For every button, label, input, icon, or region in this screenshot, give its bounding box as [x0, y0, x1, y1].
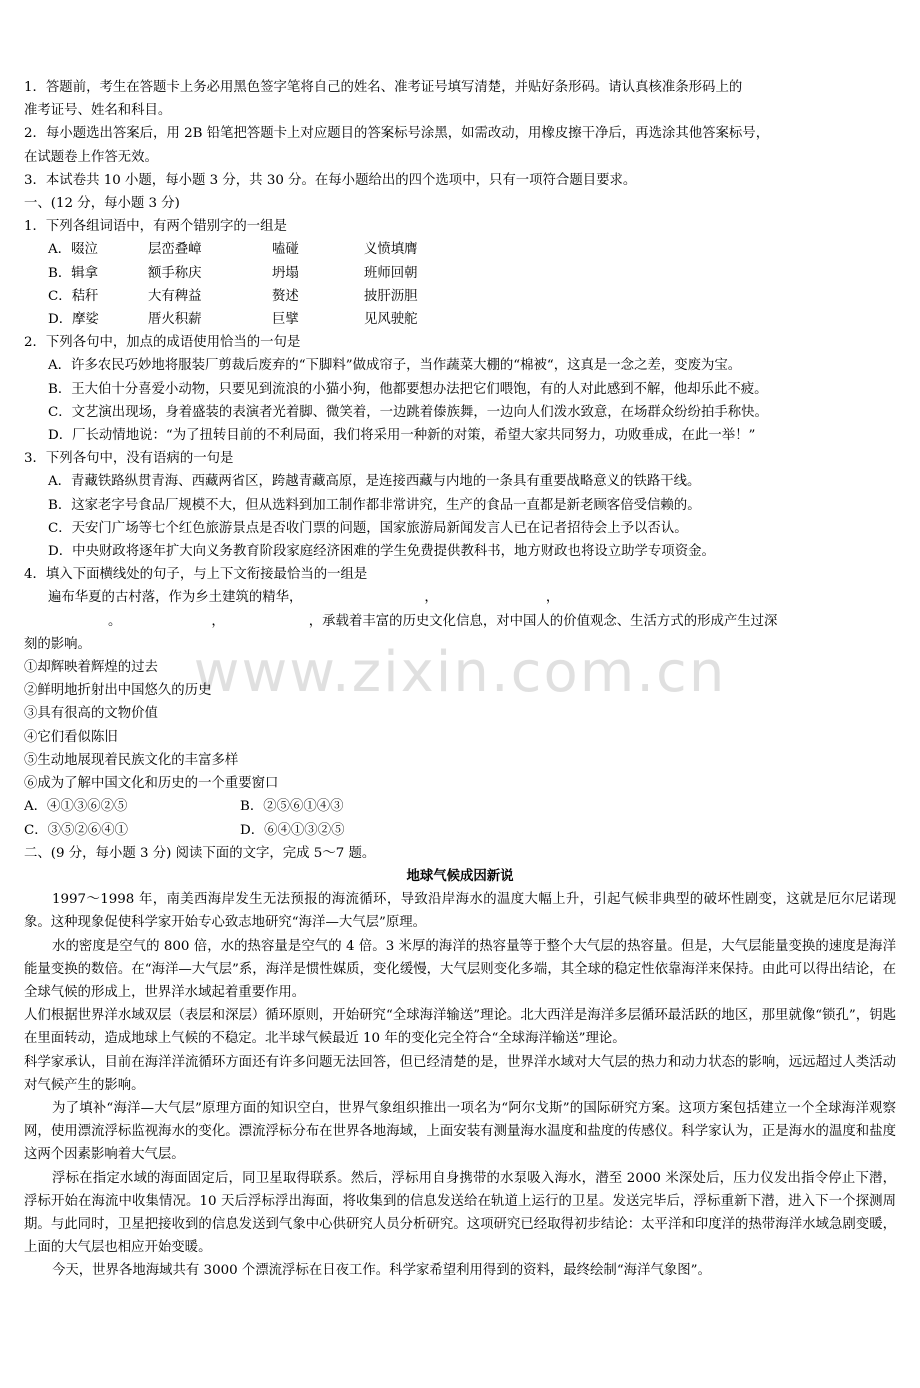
exam-page — [24, 76, 896, 1283]
option-word: 嗑碰 — [272, 242, 299, 258]
option-word: 义愤填膺 — [364, 242, 418, 258]
option-word: 披肝沥胆 — [364, 288, 418, 304]
option-row-b — [24, 262, 896, 285]
article-paragraph: 今天，世界各地海域共有 3000 个漂流浮标在日夜工作。科学家希望利用得到的资料，最终绘制“海洋气象图”。 — [52, 1263, 711, 1279]
instructions — [24, 76, 896, 192]
sentence-item: ②鲜明地折射出中国悠久的历史 — [24, 683, 212, 699]
answer-blank — [438, 600, 546, 601]
question-2 — [24, 331, 896, 447]
option-row-d — [24, 308, 896, 331]
article-paragraph: 人们根据世界洋水域双层（表层和深层）循环原则，开始研究“全球海洋输送”理论。北大西洋是海洋多层循环最活跃的地区，那里就像“锁孔”，钥匙在里面转动，造成地球上气候的不稳定。北半球气候最近 10 年的变化完全符合“全球海洋输送”理论。 — [24, 1008, 896, 1047]
answer-option: A．④①③⑥②⑤ — [24, 799, 128, 815]
option-word: 额手称庆 — [148, 265, 202, 281]
article-title: 地球气候成因新说 — [406, 867, 514, 884]
option-c: C．天安门广场等七个红色旅游景点是否收门票的问题，国家旅游局新闻发言人已在记者招待会上予以否认。 — [48, 520, 688, 536]
option-row-a — [24, 238, 896, 261]
article-paragraph: 1997～1998 年，南美西海岸发生无法预报的海流循环，导致沿岸海水的温度大幅上升，引起气候非典型的破坏性剧变，这就是厄尔尼诺现象。这种现象促使科学家开始专心致志地研究“海洋—大气层”原理。 — [24, 892, 896, 931]
passage-punct: ， — [211, 613, 225, 629]
option-word: D．摩娑 — [48, 312, 99, 328]
note-line: 3．本试卷共 10 小题，每小题 3 分，共 30 分。在每小题给出的四个选项中，只有一项符合题目要求。 — [24, 172, 637, 188]
passage-punct: 。 — [108, 613, 122, 629]
article-paragraph: 科学家承认，目前在海洋洋流循环方面还有许多问题无法回答，但已经清楚的是，世界洋水域对大气层的热力和动力状态的影响，远远超过人类活动对气候产生的影响。 — [24, 1054, 896, 1093]
option-a: A．许多农民巧妙地将服装厂剪裁后废弃的“下脚料”做成帘子，当作蔬菜大棚的“棉被“，这真是一念之差，变废为宝。 — [48, 358, 742, 374]
reading-article — [24, 865, 896, 1283]
option-a: A．青藏铁路纵贯青海、西藏两省区，跨越青藏高原，是连接西藏与内地的一条具有重要战略意义的铁路干线。 — [48, 474, 701, 490]
option-word: 层峦叠嶂 — [148, 242, 202, 258]
answer-row — [24, 795, 896, 818]
note-line: 在试题卷上作答无效。 — [24, 149, 158, 165]
passage-text: ，承载着丰富的历史文化信息，对中国人的价值观念、生活方式的形成产生过深 — [308, 613, 778, 629]
note-line: 准考证号、姓名和科目。 — [24, 103, 172, 119]
answer-blank — [121, 624, 211, 625]
note-line: 1．答题前，考生在答题卡上务必用黑色签字笔将自己的姓名、准考证号填写清楚，并贴好条形码。请认真核准条形码上的 — [24, 80, 743, 95]
option-d: D．中央财政将逐年扩大向义务教育阶段家庭经济困难的学生免费提供教科书，地方财政也将设立助学专项资金。 — [48, 544, 715, 560]
answer-option: B．②⑤⑥①④③ — [240, 799, 344, 815]
note-line: 2．每小题选出答案后，用 2B 铅笔把答题卡上对应题目的答案标号涂黑，如需改动，用橡皮擦干净后，再选涂其他答案标号， — [24, 126, 770, 142]
passage-punct: ， — [424, 590, 438, 606]
answer-blank — [225, 624, 309, 625]
option-c: C．文艺演出现场，身着盛装的表演者光着脚、微笑着，一边跳着傣族舞，一边向人们泼水致意，在场群众纷纷拍手称快。 — [48, 404, 768, 420]
passage-punct: ， — [545, 590, 560, 606]
passage-line — [24, 586, 896, 609]
sentence-item: ⑤生动地展现着民族文化的丰富多样 — [24, 752, 239, 768]
option-word: 见风驶舵 — [364, 312, 418, 328]
option-word: 大有稗益 — [148, 288, 202, 304]
option-b: B．王大伯十分喜爱小动物，只要见到流浪的小猫小狗，他都要想办法把它们喂饱，有的人对此感到不解，他却乐此不疲。 — [48, 381, 768, 397]
option-word: 赘述 — [272, 288, 299, 304]
section-1-heading: 一、(12 分，每小题 3 分) — [24, 196, 180, 212]
section-2-heading: 二、(9 分，每小题 3 分) 阅读下面的文字，完成 5～7 题。 — [24, 845, 376, 861]
option-d: D．厂长动情地说：“为了扭转目前的不利局面，我们将采用一种新的对策，希望大家共同努力，功败垂成，在此一举！” — [48, 428, 756, 444]
answer-option: C．③⑤②⑥④① — [24, 822, 128, 838]
sentence-item: ①却辉映着辉煌的过去 — [24, 660, 158, 676]
question-1 — [24, 215, 896, 331]
option-word: 坍塌 — [272, 265, 299, 281]
question-stem: 2．下列各句中，加点的成语使用恰当的一句是 — [24, 335, 301, 351]
sentence-item: ③具有很高的文物价值 — [24, 706, 158, 722]
option-word: A．啜泣 — [48, 242, 98, 258]
article-paragraph: 为了填补“海洋—大气层”原理方面的知识空白，世界气象组织推出一项名为“阿尔戈斯”的国际研究方案。这项方案包括建立一个全球海洋观察网，使用漂流浮标监视海水的变化。漂流浮标分布在世界各地海域，上面安装有测量海水温度和盐度的传感仪。科学家认为，正是海水的温度和盐度这两个因素影响着大气层。 — [24, 1100, 896, 1163]
answer-option: D．⑥④①③②⑤ — [240, 822, 345, 838]
question-stem: 4．填入下面横线处的句子，与上下文衔接最恰当的一组是 — [24, 567, 368, 583]
question-stem: 3．下列各句中，没有语病的一句是 — [24, 451, 234, 467]
article-paragraph: 水的密度是空气的 800 倍，水的热容量是空气的 4 倍。3 米厚的海洋的热容量等于整个大气层的热容量。但是，大气层能量变换的速度是海洋能量变换的数倍。在“海洋—大气层”系，海洋是惯性媒质，变化缓慢，大气层则变化多端，其全球的稳定性依靠海洋来保持。由此可以得出结论，在全球气候的形成上，世界洋水域起着重要作用。 — [24, 938, 896, 1000]
passage-text: 遍布华夏的古村落，作为乡土建筑的精华， — [48, 590, 303, 606]
option-word: B．辑拿 — [48, 265, 99, 281]
option-word: C．秸秆 — [48, 288, 99, 304]
article-paragraph: 浮标在指定水域的海面固定后，同卫星取得联系。然后，浮标用自身携带的水泵吸入海水，潜至 2000 米深处后，压力仪发出指令停止下潜，浮标开始在海流中收集情况。10 天后浮标浮出海面，将收集到的信息发送给在轨道上运行的卫星。发送完毕后，浮标重新下潜，进入下一个探测周期。与此同时，卫星把接收到的信息发送到气象中心供研究人员分析研究。这项研究已经取得初步结论：太平洋和印度洋的热带海洋水域急剧变暖，上面的大气层也相应开始变暖。 — [24, 1170, 896, 1256]
question-4 — [24, 563, 896, 841]
passage-line: 刻的影响。 — [24, 636, 91, 652]
option-word: 班师回朝 — [364, 265, 418, 281]
answer-blank — [24, 624, 108, 625]
question-3 — [24, 447, 896, 563]
question-stem: 1．下列各组词语中，有两个错别字的一组是 — [24, 219, 287, 235]
answer-blank — [302, 600, 424, 601]
answer-row — [24, 819, 896, 842]
sentence-item: ④它们看似陈旧 — [24, 729, 118, 745]
option-word: 巨擘 — [272, 312, 299, 328]
sentence-item: ⑥成为了解中国文化和历史的一个重要窗口 — [24, 776, 279, 792]
option-b: B．这家老字号食品厂规模不大，但从选料到加工制作都非常讲究，生产的食品一直都是新老顾客倍受信赖的。 — [48, 497, 701, 513]
option-word: 厝火积薪 — [148, 312, 202, 328]
option-row-c — [24, 285, 896, 308]
passage-line — [24, 610, 896, 633]
watermark: www.zixin.com.cn — [193, 640, 727, 705]
